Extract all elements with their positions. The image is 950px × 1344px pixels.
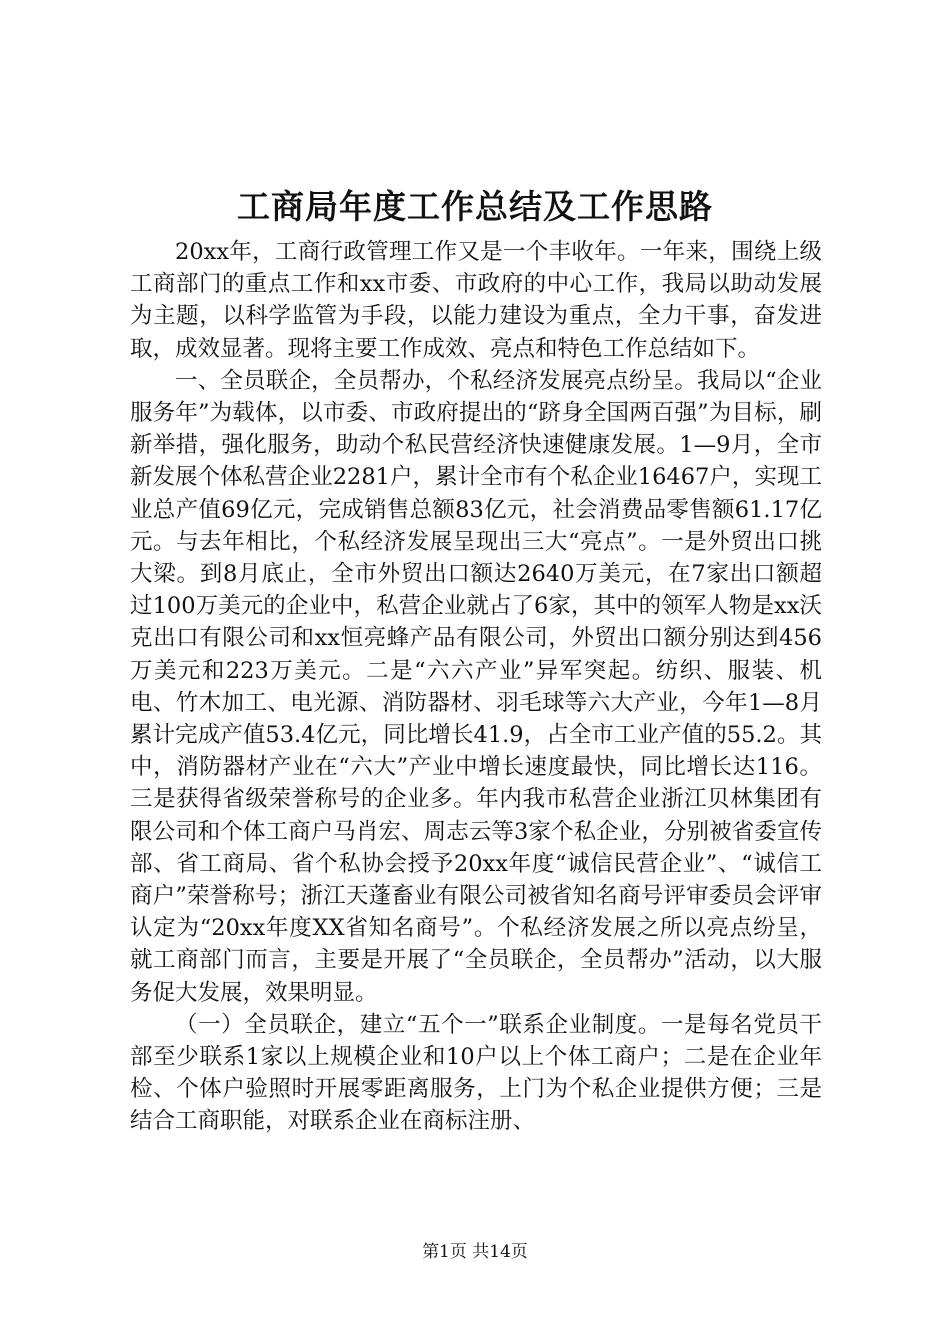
paragraph-intro: 20xx年，工商行政管理工作又是一个丰收年。一年来，围绕上级工商部门的重点工作和xx市委、市政府的中心工作，我局以助动发展为主题，以科学监管为手段，以能力建设为重点，全力干事，奋发进取，成效显著。现将主要工作成效、亮点和特色工作总结如下。: [130, 239, 822, 362]
paragraph-section-one: 一、全员联企，全员帮办，个私经济发展亮点纷呈。我局以“企业服务年”为载体，以市委、市政府提出的“跻身全国两百强”为目标，刷新举措，强化服务，助动个私民营经济快速健康发展。1—9月，全市新发展个体私营企业2281户，累计全市有个私企业16467户，实现工业总产值69亿元，完成销售总额83亿元，社会消费品零售额61.17亿元。与去年相比，个私经济发展呈现出三大“亮点”。一是外贸出口挑大梁。到8月底止，全市外贸出口额达2640万美元，在7家出口额超过100万美元的企业中，私营企业就占了6家，其中的领军人物是xx沃克出口有限公司和xx恒亮蜂产品有限公司，外贸出口额分别达到456万美元和223万美元。二是“六六产业”异军突起。纺织、服装、机电、竹木加工、电光源、消防器材、羽毛球等六大产业，今年1—8月累计完成产值53.4亿元，同比增长41.9，占全市工业产值的55.2。其中，消防器材产业在“六大”产业中增长速度最快，同比增长达116。三是获得省级荣誉称号的企业多。年内我市私营企业浙江贝林集团有限公司和个体工商户马肖宏、周志云等3家个私企业，分别被省委宣传部、省工商局、省个私协会授予20xx年度“诚信民营企业”、“诚信工商户”荣誉称号；浙江天蓬畜业有限公司被省知名商号评审委员会评审认定为“20xx年度XX省知名商号”。个私经济发展之所以亮点纷呈，就工商部门而言，主要是开展了“全员联企，全员帮办”活动，以大服务促大发展，效果明显。: [130, 367, 822, 1006]
paragraph-subsection-one: （一）全员联企，建立“五个一”联系企业制度。一是每名党员干部至少联系1家以上规模企业和10户以上个体工商户；二是在企业年检、个体户验照时开展零距离服务，上门为个私企业提供方便；三是结合工商职能，对联系企业在商标注册、: [130, 1011, 822, 1135]
document-body: [130, 236, 822, 1138]
document-title: 工商局年度工作总结及工作思路: [237, 187, 713, 226]
page-number-footer: 第1页 共14页: [422, 1242, 528, 1262]
